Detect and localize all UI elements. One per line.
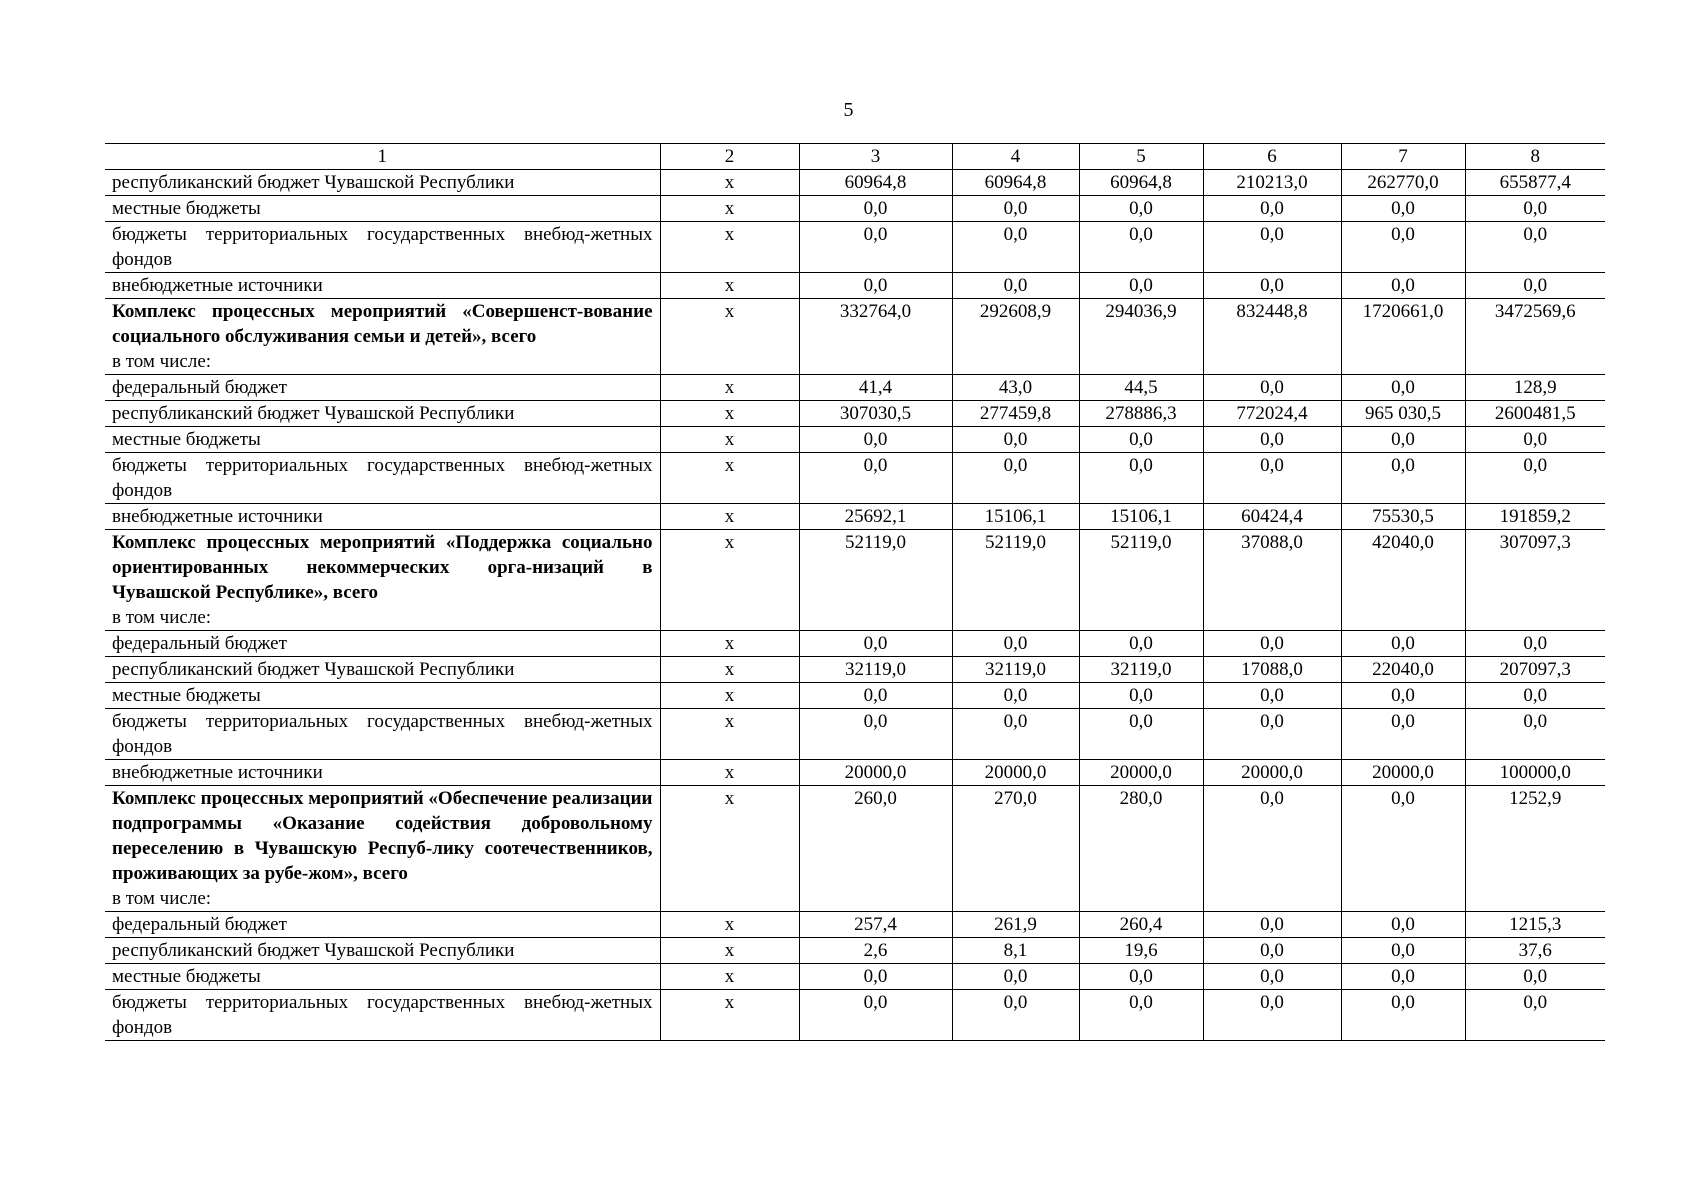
value-cell: 20000,0 <box>1079 760 1203 786</box>
value-cell: 270,0 <box>952 786 1079 912</box>
value-cell: 292608,9 <box>952 299 1079 375</box>
value-cell: 20000,0 <box>1341 760 1465 786</box>
value-cell: 0,0 <box>1465 196 1605 222</box>
row-code: х <box>660 273 799 299</box>
row-code: х <box>660 683 799 709</box>
row-code: х <box>660 964 799 990</box>
row-name-cell <box>105 990 660 1041</box>
table-row <box>105 427 1605 453</box>
value-cell: 0,0 <box>1079 427 1203 453</box>
value-cell: 44,5 <box>1079 375 1203 401</box>
row-name: местные бюджеты <box>112 966 261 987</box>
table-row <box>105 273 1605 299</box>
value-cell: 261,9 <box>952 912 1079 938</box>
value-cell: 1720661,0 <box>1341 299 1465 375</box>
value-cell: 0,0 <box>1203 631 1341 657</box>
value-cell: 0,0 <box>1079 222 1203 273</box>
value-cell: 42040,0 <box>1341 530 1465 631</box>
value-cell: 191859,2 <box>1465 504 1605 530</box>
row-name: республиканский бюджет Чувашской Республики <box>112 403 515 424</box>
row-code: х <box>660 222 799 273</box>
value-cell: 0,0 <box>952 453 1079 504</box>
value-cell: 262770,0 <box>1341 170 1465 196</box>
value-cell: 0,0 <box>799 196 952 222</box>
row-name-cell <box>105 912 660 938</box>
value-cell: 0,0 <box>952 196 1079 222</box>
row-name: бюджеты территориальных государственных внебюд-жетных фондов <box>112 992 653 1038</box>
table-row <box>105 453 1605 504</box>
value-cell: 0,0 <box>1341 964 1465 990</box>
header-cell: 7 <box>1341 144 1465 170</box>
value-cell: 0,0 <box>1203 273 1341 299</box>
value-cell: 0,0 <box>1079 453 1203 504</box>
value-cell: 0,0 <box>1465 453 1605 504</box>
value-cell: 0,0 <box>952 709 1079 760</box>
value-cell: 32119,0 <box>1079 657 1203 683</box>
value-cell: 0,0 <box>1079 709 1203 760</box>
page-number: 5 <box>843 99 854 121</box>
value-cell: 0,0 <box>952 631 1079 657</box>
value-cell: 0,0 <box>1465 683 1605 709</box>
value-cell: 0,0 <box>952 427 1079 453</box>
row-code: х <box>660 299 799 375</box>
row-name-cell <box>105 504 660 530</box>
value-cell: 332764,0 <box>799 299 952 375</box>
row-name-cell <box>105 683 660 709</box>
value-cell: 0,0 <box>1341 912 1465 938</box>
row-name-cell <box>105 222 660 273</box>
row-name: федеральный бюджет <box>112 377 287 398</box>
value-cell: 0,0 <box>1465 427 1605 453</box>
row-code: х <box>660 427 799 453</box>
value-cell: 0,0 <box>1203 375 1341 401</box>
table-row <box>105 530 1605 631</box>
value-cell: 52119,0 <box>952 530 1079 631</box>
value-cell: 294036,9 <box>1079 299 1203 375</box>
row-name: внебюджетные источники <box>112 762 323 783</box>
row-name: бюджеты территориальных государственных внебюд-жетных фондов <box>112 711 653 757</box>
row-name: республиканский бюджет Чувашской Республики <box>112 659 515 680</box>
row-code: х <box>660 990 799 1041</box>
row-name-cell <box>105 375 660 401</box>
value-cell: 260,4 <box>1079 912 1203 938</box>
value-cell: 0,0 <box>1203 938 1341 964</box>
value-cell: 0,0 <box>952 222 1079 273</box>
value-cell: 0,0 <box>799 631 952 657</box>
value-cell: 278886,3 <box>1079 401 1203 427</box>
value-cell: 965 030,5 <box>1341 401 1465 427</box>
value-cell: 0,0 <box>1079 631 1203 657</box>
row-code: х <box>660 657 799 683</box>
value-cell: 37,6 <box>1465 938 1605 964</box>
value-cell: 0,0 <box>1203 709 1341 760</box>
row-name-cell <box>105 427 660 453</box>
value-cell: 0,0 <box>1203 222 1341 273</box>
value-cell: 832448,8 <box>1203 299 1341 375</box>
row-code: х <box>660 504 799 530</box>
row-name: федеральный бюджет <box>112 914 287 935</box>
value-cell: 60964,8 <box>1079 170 1203 196</box>
table-row <box>105 709 1605 760</box>
value-cell: 52119,0 <box>1079 530 1203 631</box>
row-name-cell <box>105 299 660 375</box>
row-code: х <box>660 401 799 427</box>
row-name: бюджеты территориальных государственных внебюд-жетных фондов <box>112 455 653 501</box>
value-cell: 19,6 <box>1079 938 1203 964</box>
row-name: Комплекс процессных мероприятий «Совершенст-вование социального обслуживания семьи и детей», всего <box>112 301 653 347</box>
value-cell: 0,0 <box>1079 273 1203 299</box>
budget-table <box>105 143 1605 1041</box>
value-cell: 75530,5 <box>1341 504 1465 530</box>
value-cell: 0,0 <box>799 964 952 990</box>
row-name-cell <box>105 657 660 683</box>
table-row <box>105 938 1605 964</box>
table-row <box>105 786 1605 912</box>
table-row <box>105 170 1605 196</box>
value-cell: 0,0 <box>1465 990 1605 1041</box>
row-code: х <box>660 786 799 912</box>
value-cell: 8,1 <box>952 938 1079 964</box>
value-cell: 15106,1 <box>1079 504 1203 530</box>
header-row <box>105 144 1605 170</box>
value-cell: 0,0 <box>1465 273 1605 299</box>
table-row <box>105 401 1605 427</box>
value-cell: 0,0 <box>1341 938 1465 964</box>
value-cell: 0,0 <box>799 709 952 760</box>
value-cell: 0,0 <box>1341 786 1465 912</box>
table-row <box>105 222 1605 273</box>
row-name-cell <box>105 964 660 990</box>
row-name: бюджеты территориальных государственных внебюд-жетных фондов <box>112 224 653 270</box>
value-cell: 0,0 <box>1079 683 1203 709</box>
value-cell: 772024,4 <box>1203 401 1341 427</box>
value-cell: 0,0 <box>1341 196 1465 222</box>
value-cell: 1252,9 <box>1465 786 1605 912</box>
value-cell: 2600481,5 <box>1465 401 1605 427</box>
value-cell: 0,0 <box>1203 427 1341 453</box>
row-name-cell <box>105 196 660 222</box>
value-cell: 15106,1 <box>952 504 1079 530</box>
value-cell: 20000,0 <box>799 760 952 786</box>
row-code: х <box>660 938 799 964</box>
value-cell: 32119,0 <box>952 657 1079 683</box>
table-row <box>105 375 1605 401</box>
value-cell: 52119,0 <box>799 530 952 631</box>
value-cell: 260,0 <box>799 786 952 912</box>
value-cell: 0,0 <box>1465 709 1605 760</box>
row-name: федеральный бюджет <box>112 633 287 654</box>
table-row <box>105 683 1605 709</box>
table-row <box>105 504 1605 530</box>
row-code: х <box>660 170 799 196</box>
value-cell: 0,0 <box>1341 631 1465 657</box>
table-row <box>105 196 1605 222</box>
row-name-cell <box>105 530 660 631</box>
value-cell: 277459,8 <box>952 401 1079 427</box>
value-cell: 0,0 <box>799 427 952 453</box>
value-cell: 0,0 <box>1341 375 1465 401</box>
value-cell: 0,0 <box>1079 196 1203 222</box>
value-cell: 0,0 <box>952 273 1079 299</box>
value-cell: 0,0 <box>952 683 1079 709</box>
header-cell: 1 <box>105 144 660 170</box>
value-cell: 0,0 <box>1341 683 1465 709</box>
value-cell: 307030,5 <box>799 401 952 427</box>
header-cell: 2 <box>660 144 799 170</box>
row-name-cell <box>105 631 660 657</box>
row-name: внебюджетные источники <box>112 275 323 296</box>
value-cell: 0,0 <box>952 990 1079 1041</box>
value-cell: 655877,4 <box>1465 170 1605 196</box>
row-name-cell <box>105 453 660 504</box>
row-name-cell <box>105 401 660 427</box>
row-subtitle: в том числе: <box>112 351 212 372</box>
value-cell: 0,0 <box>952 964 1079 990</box>
value-cell: 0,0 <box>799 453 952 504</box>
value-cell: 22040,0 <box>1341 657 1465 683</box>
row-name: местные бюджеты <box>112 429 261 450</box>
value-cell: 0,0 <box>1341 990 1465 1041</box>
value-cell: 207097,3 <box>1465 657 1605 683</box>
value-cell: 0,0 <box>1465 631 1605 657</box>
value-cell: 210213,0 <box>1203 170 1341 196</box>
value-cell: 0,0 <box>1203 786 1341 912</box>
value-cell: 60424,4 <box>1203 504 1341 530</box>
value-cell: 37088,0 <box>1203 530 1341 631</box>
row-name-cell <box>105 170 660 196</box>
value-cell: 25692,1 <box>799 504 952 530</box>
value-cell: 0,0 <box>1203 683 1341 709</box>
row-code: х <box>660 453 799 504</box>
value-cell: 0,0 <box>1079 964 1203 990</box>
value-cell: 0,0 <box>1203 196 1341 222</box>
value-cell: 3472569,6 <box>1465 299 1605 375</box>
value-cell: 0,0 <box>799 273 952 299</box>
row-name: республиканский бюджет Чувашской Республики <box>112 940 515 961</box>
value-cell: 0,0 <box>799 683 952 709</box>
value-cell: 0,0 <box>799 222 952 273</box>
value-cell: 0,0 <box>1341 222 1465 273</box>
row-name-cell <box>105 760 660 786</box>
table-row <box>105 657 1605 683</box>
value-cell: 100000,0 <box>1465 760 1605 786</box>
table-row <box>105 964 1605 990</box>
table-row <box>105 299 1605 375</box>
row-name-cell <box>105 273 660 299</box>
row-name-cell <box>105 709 660 760</box>
value-cell: 0,0 <box>1203 964 1341 990</box>
row-code: х <box>660 760 799 786</box>
row-name: местные бюджеты <box>112 685 261 706</box>
row-code: х <box>660 631 799 657</box>
value-cell: 0,0 <box>1465 964 1605 990</box>
row-name: Комплекс процессных мероприятий «Поддержка социально ориентированных некоммерческих орга-низаций в Чувашской Республике», всего <box>112 532 653 603</box>
value-cell: 307097,3 <box>1465 530 1605 631</box>
table-row <box>105 631 1605 657</box>
row-name: внебюджетные источники <box>112 506 323 527</box>
value-cell: 0,0 <box>1203 912 1341 938</box>
value-cell: 60964,8 <box>952 170 1079 196</box>
value-cell: 60964,8 <box>799 170 952 196</box>
value-cell: 0,0 <box>1341 453 1465 504</box>
value-cell: 0,0 <box>1203 990 1341 1041</box>
value-cell: 0,0 <box>1079 990 1203 1041</box>
value-cell: 0,0 <box>1341 427 1465 453</box>
table-row <box>105 760 1605 786</box>
header-cell: 5 <box>1079 144 1203 170</box>
header-cell: 6 <box>1203 144 1341 170</box>
table-body <box>105 144 1605 1041</box>
table-row <box>105 990 1605 1041</box>
row-code: х <box>660 912 799 938</box>
value-cell: 0,0 <box>1341 709 1465 760</box>
row-name-cell <box>105 786 660 912</box>
value-cell: 0,0 <box>1341 273 1465 299</box>
value-cell: 17088,0 <box>1203 657 1341 683</box>
value-cell: 1215,3 <box>1465 912 1605 938</box>
value-cell: 0,0 <box>1465 222 1605 273</box>
row-code: х <box>660 709 799 760</box>
value-cell: 280,0 <box>1079 786 1203 912</box>
value-cell: 0,0 <box>799 990 952 1041</box>
value-cell: 128,9 <box>1465 375 1605 401</box>
header-cell: 4 <box>952 144 1079 170</box>
header-cell: 3 <box>799 144 952 170</box>
row-name: республиканский бюджет Чувашской Республики <box>112 172 515 193</box>
row-subtitle: в том числе: <box>112 888 212 909</box>
value-cell: 41,4 <box>799 375 952 401</box>
value-cell: 257,4 <box>799 912 952 938</box>
value-cell: 20000,0 <box>1203 760 1341 786</box>
header-cell: 8 <box>1465 144 1605 170</box>
value-cell: 32119,0 <box>799 657 952 683</box>
table-row <box>105 912 1605 938</box>
value-cell: 0,0 <box>1203 453 1341 504</box>
value-cell: 2,6 <box>799 938 952 964</box>
row-subtitle: в том числе: <box>112 607 212 628</box>
value-cell: 43,0 <box>952 375 1079 401</box>
row-name-cell <box>105 938 660 964</box>
row-code: х <box>660 530 799 631</box>
row-code: х <box>660 196 799 222</box>
row-code: х <box>660 375 799 401</box>
row-name: местные бюджеты <box>112 198 261 219</box>
row-name: Комплекс процессных мероприятий «Обеспечение реализации подпрограммы «Оказание содействия добровольному переселению в Чувашскую Респуб-лику соотечественников, проживающих за рубе-жом», всего <box>112 788 653 884</box>
value-cell: 20000,0 <box>952 760 1079 786</box>
